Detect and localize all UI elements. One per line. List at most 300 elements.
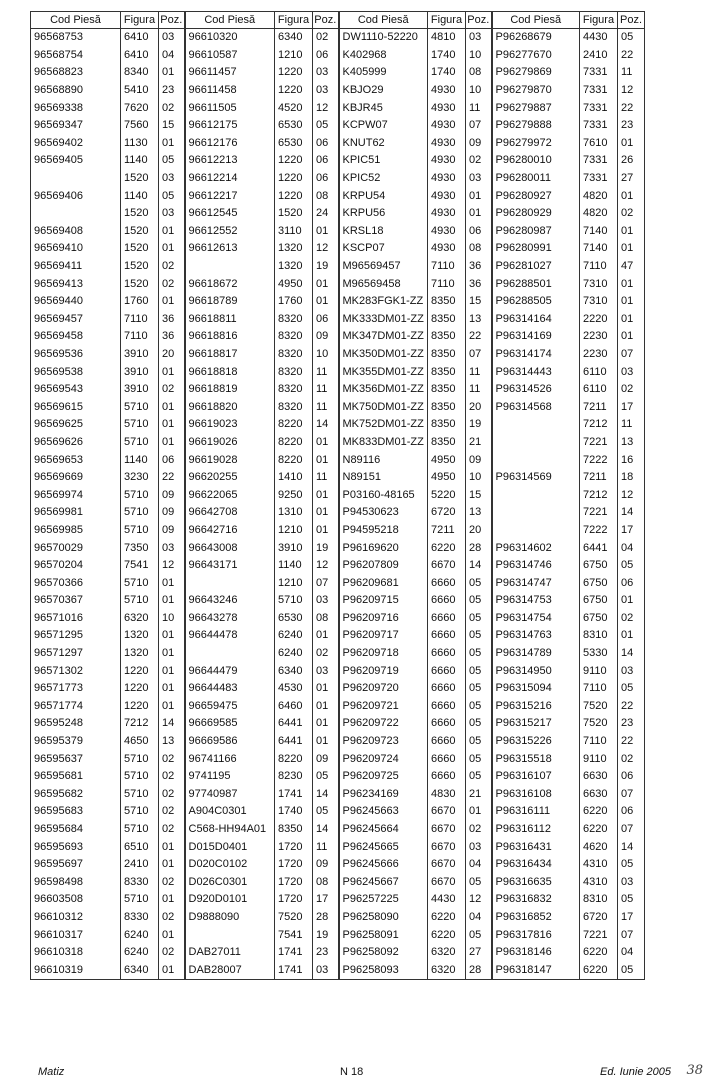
position-cell: 09 [466,451,492,469]
figure-cell: 4820 [580,205,618,223]
position-cell: 27 [618,170,645,188]
figure-cell: 6750 [580,592,618,610]
position-cell: 36 [466,258,492,276]
part-code-cell: P96315094 [492,680,580,698]
position-cell: 01 [313,733,339,751]
part-code-cell: P96257225 [339,891,428,909]
figure-cell: 1220 [275,64,313,82]
figure-cell: 4930 [428,170,466,188]
part-code-cell: 96610587 [185,47,275,65]
figure-cell: 6220 [580,821,618,839]
figure-cell: 4310 [580,856,618,874]
part-code-cell: P96314164 [492,311,580,329]
part-code-cell: 96595683 [31,803,121,821]
part-code-cell: MK356DM01-ZZ [339,381,428,399]
part-code-cell: 96643246 [185,592,275,610]
position-cell: 10 [466,469,492,487]
position-cell: 02 [618,610,645,628]
part-code-cell: 96618818 [185,363,275,381]
figure-cell: 7331 [580,99,618,117]
figure-cell: 8350 [428,398,466,416]
position-cell: 01 [159,627,185,645]
part-code-cell: P96277670 [492,47,580,65]
figure-cell: 5710 [121,803,159,821]
part-code-cell: 96644478 [185,627,275,645]
figure-cell: 1210 [275,522,313,540]
table-row [31,223,645,241]
figure-cell: 7110 [580,680,618,698]
position-cell: 03 [313,961,339,979]
position-cell: 28 [466,961,492,979]
part-code-cell: 96610319 [31,961,121,979]
figure-cell: 6320 [121,610,159,628]
figure-cell: 6240 [121,926,159,944]
part-code-cell: P96316431 [492,838,580,856]
table-row [31,434,645,452]
table-row [31,592,645,610]
part-code-cell [31,205,121,223]
position-cell: 10 [313,346,339,364]
position-cell: 05 [466,574,492,592]
part-code-cell: 96569440 [31,293,121,311]
table-row [31,328,645,346]
table-row [31,381,645,399]
position-cell: 11 [466,363,492,381]
position-cell: 01 [159,293,185,311]
position-cell: 09 [159,486,185,504]
position-cell: 03 [159,205,185,223]
part-code-cell: D026C0301 [185,874,275,892]
position-cell: 02 [159,275,185,293]
figure-cell: 4930 [428,117,466,135]
position-cell: 04 [466,909,492,927]
part-code-cell: 96569338 [31,99,121,117]
figure-cell: 2230 [580,346,618,364]
part-code-cell: 96595681 [31,768,121,786]
figure-cell: 1520 [121,240,159,258]
part-code-cell: P96281027 [492,258,580,276]
part-code-cell: P96279870 [492,82,580,100]
position-cell: 14 [313,786,339,804]
part-code-cell: P96245667 [339,874,428,892]
part-code-cell: P96315518 [492,750,580,768]
figure-cell: 4950 [428,469,466,487]
position-cell: 02 [466,821,492,839]
part-code-cell: MK750DM01-ZZ [339,398,428,416]
part-code-cell: 96642708 [185,504,275,522]
position-cell: 19 [313,926,339,944]
position-cell: 01 [159,223,185,241]
part-code-cell: 96612176 [185,135,275,153]
figure-cell: 1520 [121,258,159,276]
part-code-cell: 96569402 [31,135,121,153]
position-cell: 01 [466,803,492,821]
figure-cell: 6630 [580,768,618,786]
figure-cell: 6240 [275,645,313,663]
position-cell: 05 [466,645,492,663]
part-code-cell: 96569536 [31,346,121,364]
figure-cell: 1210 [275,47,313,65]
part-code-cell: 96618817 [185,346,275,364]
part-code-cell: 96611457 [185,64,275,82]
part-code-cell: P96280991 [492,240,580,258]
figure-cell: 1140 [121,451,159,469]
position-cell: 05 [466,733,492,751]
figure-cell: 7222 [580,522,618,540]
part-code-cell: 96611505 [185,99,275,117]
position-cell: 01 [159,680,185,698]
table-row [31,856,645,874]
figure-cell: 2230 [580,328,618,346]
figure-cell: 6340 [275,662,313,680]
figure-cell: 1220 [121,662,159,680]
position-cell: 07 [618,346,645,364]
figure-cell: 4930 [428,135,466,153]
figure-cell: 4620 [580,838,618,856]
position-cell: 13 [466,504,492,522]
table-row [31,874,645,892]
part-code-cell: P96288505 [492,293,580,311]
figure-cell: 7350 [121,539,159,557]
position-cell: 07 [466,117,492,135]
part-code-cell: KPIC52 [339,170,428,188]
figure-cell: 4650 [121,733,159,751]
position-cell: 23 [618,715,645,733]
part-code-cell: P96314568 [492,398,580,416]
part-code-cell: P03160-48165 [339,486,428,504]
position-cell: 23 [618,117,645,135]
figure-cell: 4830 [428,786,466,804]
part-code-cell: MK355DM01-ZZ [339,363,428,381]
part-code-cell: P96258090 [339,909,428,927]
part-code-cell: 96569625 [31,416,121,434]
position-cell: 06 [618,768,645,786]
position-cell: 02 [159,874,185,892]
figure-cell: 6220 [428,539,466,557]
position-cell: 12 [618,486,645,504]
table-row [31,803,645,821]
position-cell: 03 [618,363,645,381]
position-cell: 03 [313,662,339,680]
part-code-cell: 96570204 [31,557,121,575]
figure-cell: 6220 [428,926,466,944]
position-cell: 07 [618,821,645,839]
position-cell: 13 [466,311,492,329]
part-code-cell: P96209725 [339,768,428,786]
figure-cell: 7221 [580,434,618,452]
part-code-cell: P96209722 [339,715,428,733]
figure-cell: 7222 [580,451,618,469]
position-cell: 01 [466,205,492,223]
figure-cell: 1210 [275,574,313,592]
figure-cell: 6530 [275,117,313,135]
figure-cell: 6720 [428,504,466,522]
table-row [31,152,645,170]
position-cell: 17 [618,398,645,416]
footer-model-name: Matiz [38,1066,65,1078]
part-code-cell: P96209715 [339,592,428,610]
figure-cell: 8350 [428,328,466,346]
position-cell: 02 [159,258,185,276]
position-cell: 01 [313,504,339,522]
part-code-cell [492,416,580,434]
figure-cell: 4930 [428,82,466,100]
part-code-cell: 96570029 [31,539,121,557]
part-code-cell: P96245663 [339,803,428,821]
position-cell: 04 [618,944,645,962]
position-cell: 04 [159,47,185,65]
figure-cell: 4430 [428,891,466,909]
figure-cell: 7520 [275,909,313,927]
part-code-cell: 96571774 [31,698,121,716]
position-cell: 17 [313,891,339,909]
position-cell: 12 [313,240,339,258]
position-cell: 03 [618,874,645,892]
position-cell: 14 [159,715,185,733]
figure-cell: 8320 [275,398,313,416]
figure-cell: 6670 [428,821,466,839]
part-code-cell: P96268679 [492,29,580,47]
part-code-cell: P96314443 [492,363,580,381]
part-code-cell: P96280011 [492,170,580,188]
part-code-cell: P96245666 [339,856,428,874]
part-code-cell: P96279888 [492,117,580,135]
position-cell: 05 [313,803,339,821]
position-cell: 17 [618,522,645,540]
figure-cell: 2410 [121,856,159,874]
part-code-cell: P96258092 [339,944,428,962]
position-cell: 03 [618,662,645,680]
position-cell: 01 [159,926,185,944]
position-cell: 05 [313,768,339,786]
figure-cell: 5710 [121,486,159,504]
position-cell: 10 [159,610,185,628]
figure-cell: 6240 [121,944,159,962]
figure-cell: 6670 [428,803,466,821]
part-code-cell: P96279887 [492,99,580,117]
figure-cell: 1320 [275,258,313,276]
position-cell: 28 [466,539,492,557]
figure-cell: 1220 [275,170,313,188]
position-cell: 02 [313,645,339,663]
figure-cell: 8350 [428,434,466,452]
position-cell: 01 [618,187,645,205]
part-code-cell: 96571297 [31,645,121,663]
position-cell: 07 [618,786,645,804]
figure-cell: 5710 [121,750,159,768]
part-code-cell: 96571773 [31,680,121,698]
part-code-cell: 96595693 [31,838,121,856]
part-code-cell: P96314763 [492,627,580,645]
position-cell: 11 [618,416,645,434]
figure-cell: 6110 [580,363,618,381]
figure-cell: 6441 [275,715,313,733]
figure-cell: 1760 [275,293,313,311]
part-code-cell: P96314789 [492,645,580,663]
part-code-cell: 96569411 [31,258,121,276]
figure-cell: 8350 [428,346,466,364]
part-code-cell: P96207809 [339,557,428,575]
part-code-cell: DAB27011 [185,944,275,962]
table-row [31,293,645,311]
part-code-cell: MK333DM01-ZZ [339,311,428,329]
position-cell: 03 [313,82,339,100]
position-cell: 01 [618,240,645,258]
part-code-cell: N89116 [339,451,428,469]
position-cell: 06 [313,170,339,188]
figure-cell: 1520 [121,170,159,188]
table-row [31,786,645,804]
position-cell: 26 [618,152,645,170]
figure-cell: 5710 [121,891,159,909]
part-code-cell: P96209716 [339,610,428,628]
part-code-cell: 96569405 [31,152,121,170]
position-cell: 05 [466,592,492,610]
position-cell: 05 [159,152,185,170]
position-cell: 20 [159,346,185,364]
figure-cell: 7520 [580,715,618,733]
part-code-cell: P96258093 [339,961,428,979]
figure-cell: 6340 [121,961,159,979]
position-cell: 01 [313,715,339,733]
figure-cell: 7211 [428,522,466,540]
part-code-cell: 96644483 [185,680,275,698]
table-row [31,504,645,522]
position-cell: 05 [618,856,645,874]
part-code-cell: P96288501 [492,275,580,293]
figure-cell: 5710 [121,821,159,839]
figure-cell: 8320 [275,346,313,364]
figure-cell: 7110 [121,311,159,329]
part-code-cell: 96595248 [31,715,121,733]
figure-cell: 4930 [428,223,466,241]
figure-cell: 1220 [121,680,159,698]
part-code-cell: P96316111 [492,803,580,821]
figure-cell: 6460 [275,698,313,716]
figure-cell: 7620 [121,99,159,117]
part-code-cell: KRPU54 [339,187,428,205]
figure-cell: 6670 [428,856,466,874]
part-code-cell: P96209723 [339,733,428,751]
figure-cell: 8220 [275,416,313,434]
position-cell: 01 [618,311,645,329]
position-cell: 20 [466,398,492,416]
position-cell: 05 [466,680,492,698]
position-cell: 05 [618,557,645,575]
part-code-cell: P96318147 [492,961,580,979]
figure-cell: 5710 [121,398,159,416]
figure-cell: 5410 [121,82,159,100]
position-cell: 15 [466,293,492,311]
table-row [31,486,645,504]
part-code-cell: P96314746 [492,557,580,575]
part-code-cell: 9741195 [185,768,275,786]
table-row [31,557,645,575]
part-code-cell: 96618816 [185,328,275,346]
position-cell: 22 [466,328,492,346]
part-code-cell: P96315217 [492,715,580,733]
position-cell: 11 [466,381,492,399]
position-cell: 12 [159,557,185,575]
position-cell: 22 [618,698,645,716]
position-cell: 11 [313,381,339,399]
part-code-cell: 96610320 [185,29,275,47]
figure-cell: 6670 [428,838,466,856]
figure-cell: 7310 [580,293,618,311]
position-cell: 36 [159,328,185,346]
position-cell: 05 [466,874,492,892]
position-cell: 13 [159,733,185,751]
position-cell: 13 [618,434,645,452]
figure-cell: 5710 [121,574,159,592]
part-code-cell: P96279869 [492,64,580,82]
figure-cell: 4530 [275,680,313,698]
figure-cell: 1320 [121,645,159,663]
part-code-cell: P96314747 [492,574,580,592]
position-cell: 03 [313,592,339,610]
figure-cell: 5220 [428,486,466,504]
part-code-cell: 96618819 [185,381,275,399]
figure-cell: 6660 [428,592,466,610]
part-code-cell: 96570367 [31,592,121,610]
position-cell: 19 [466,416,492,434]
part-code-cell: P96318146 [492,944,580,962]
position-cell: 01 [618,223,645,241]
figure-cell: 7331 [580,64,618,82]
position-cell: 27 [466,944,492,962]
table-row [31,64,645,82]
part-code-cell: P96209719 [339,662,428,680]
figure-cell: 4930 [428,205,466,223]
figure-cell: 6220 [428,909,466,927]
figure-cell: 7331 [580,170,618,188]
part-code-cell: 96741166 [185,750,275,768]
position-cell: 08 [466,64,492,82]
figure-cell: 1140 [121,152,159,170]
figure-cell: 8340 [121,64,159,82]
figure-cell: 3910 [121,363,159,381]
figure-cell: 6410 [121,29,159,47]
part-code-cell: M96569458 [339,275,428,293]
part-code-cell: P96317816 [492,926,580,944]
position-cell: 01 [313,434,339,452]
position-cell: 01 [159,398,185,416]
part-code-cell: 96619028 [185,451,275,469]
position-cell: 06 [618,803,645,821]
figure-cell: 1741 [275,961,313,979]
table-row [31,610,645,628]
part-code-cell: 96598498 [31,874,121,892]
position-cell: 06 [466,223,492,241]
figure-cell: 6660 [428,645,466,663]
position-cell: 05 [466,662,492,680]
figure-cell: 7331 [580,117,618,135]
position-cell: 22 [618,47,645,65]
part-code-cell: DAB28007 [185,961,275,979]
part-code-cell: MK347DM01-ZZ [339,328,428,346]
header-code-3: Cod Piesă [339,12,428,29]
figure-cell: 7310 [580,275,618,293]
table-row [31,346,645,364]
part-code-cell: P96280987 [492,223,580,241]
part-code-cell: 96618672 [185,275,275,293]
part-code-cell: 97740987 [185,786,275,804]
figure-cell: 1320 [121,627,159,645]
position-cell: 01 [159,662,185,680]
position-cell: 14 [313,416,339,434]
part-code-cell: 96643278 [185,610,275,628]
part-code-cell: 96603508 [31,891,121,909]
